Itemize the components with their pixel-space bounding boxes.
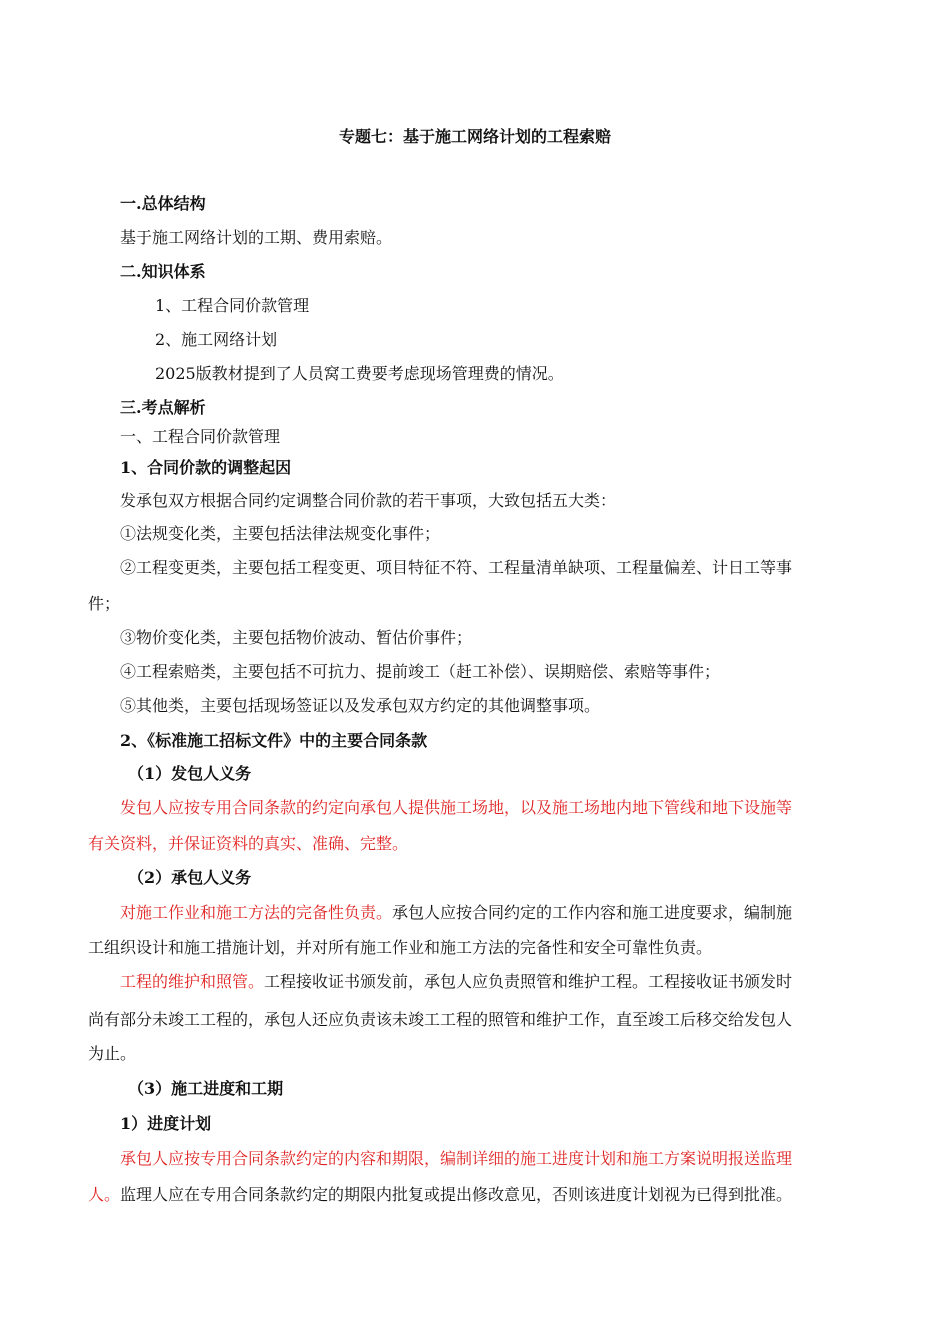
employer-obligation-line-2: 有关资料，并保证资料的真实、准确、完整。 bbox=[88, 834, 409, 853]
subsection-heading-price-adjustment: 1、合同价款的调整起因 bbox=[120, 458, 292, 477]
clause-heading-schedule: （3）施工进度和工期 bbox=[128, 1079, 284, 1098]
progress-plan-line-2 bbox=[88, 1184, 864, 1206]
contractor-obligation-2-text: 工程接收证书颁发前，承包人应负责照管和维护工程。工程接收证书颁发时 bbox=[264, 972, 793, 991]
progress-plan-line-2-emphasis: 人。 bbox=[88, 1185, 121, 1204]
section-heading-knowledge-system: 二.知识体系 bbox=[120, 262, 206, 281]
contractor-obligation-1-line-2: 工组织设计和施工措施计划，并对所有施工作业和施工方法的完备性和安全可靠性负责。 bbox=[88, 938, 713, 957]
progress-plan-line-1: 承包人应按专用合同条款约定的内容和期限，编制详细的施工进度计划和施工方案说明报送监理 bbox=[120, 1149, 793, 1168]
knowledge-item-2: 2、施工网络计划 bbox=[155, 330, 278, 349]
document-title: 专题七：基于施工网络计划的工程索赔 bbox=[338, 127, 611, 146]
progress-plan-line-2-text: 监理人应在专用合同条款约定的期限内批复或提出修改意见，否则该进度计划视为已得到批准。 bbox=[120, 1185, 793, 1204]
category-item-3: ③物价变化类，主要包括物价波动、暂估价事件； bbox=[120, 628, 473, 647]
contractor-obligation-1-line-1 bbox=[120, 902, 896, 924]
section-heading-overall-structure: 一.总体结构 bbox=[120, 194, 206, 213]
knowledge-item-1: 1、工程合同价款管理 bbox=[155, 296, 310, 315]
section-heading-key-points: 三.考点解析 bbox=[120, 398, 206, 417]
clause-heading-employer-obligations: （1）发包人义务 bbox=[128, 764, 252, 783]
overall-structure-text: 基于施工网络计划的工期、费用索赔。 bbox=[120, 228, 393, 247]
category-item-2: ②工程变更类，主要包括工程变更、项目特征不符、工程量清单缺项、工程量偏差、计日工等事 bbox=[120, 558, 793, 577]
subsection-heading-contract-terms: 2、《标准施工招标文件》中的主要合同条款 bbox=[120, 731, 428, 750]
category-item-4: ④工程索赔类，主要包括不可抗力、提前竣工（赶工补偿）、误期赔偿、索赔等事件； bbox=[120, 662, 721, 681]
contractor-obligation-2-line-3: 为止。 bbox=[88, 1044, 137, 1063]
contractor-obligation-2-line-2: 尚有部分未竣工工程的，承包人还应负责该未竣工工程的照管和维护工作，直至竣工后移交给发包人 bbox=[88, 1010, 793, 1029]
part-heading-contract-price: 一、工程合同价款管理 bbox=[120, 427, 281, 446]
contractor-obligation-2-emphasis: 工程的维护和照管。 bbox=[120, 972, 265, 991]
knowledge-note: 2025版教材提到了人员窝工费要考虑现场管理费的情况。 bbox=[155, 364, 564, 383]
employer-obligation-line-1: 发包人应按专用合同条款的约定向承包人提供施工场地，以及施工场地内地下管线和地下设施等 bbox=[120, 798, 793, 817]
category-item-5: ⑤其他类，主要包括现场签证以及发承包双方约定的其他调整事项。 bbox=[120, 696, 601, 715]
contractor-obligation-1-emphasis: 对施工作业和施工方法的完备性负责。 bbox=[120, 903, 393, 922]
contractor-obligation-2-line-1 bbox=[120, 971, 896, 993]
category-item-2-continued: 件； bbox=[88, 594, 121, 613]
contractor-obligation-1-text: 承包人应按合同约定的工作内容和施工进度要求，编制施 bbox=[392, 903, 793, 922]
category-item-1: ①法规变化类，主要包括法律法规变化事件； bbox=[120, 524, 441, 543]
schedule-sub-heading-progress-plan: 1）进度计划 bbox=[120, 1114, 212, 1133]
price-adjustment-intro: 发承包双方根据合同约定调整合同价款的若干事项，大致包括五大类： bbox=[120, 491, 617, 510]
clause-heading-contractor-obligations: （2）承包人义务 bbox=[128, 868, 252, 887]
